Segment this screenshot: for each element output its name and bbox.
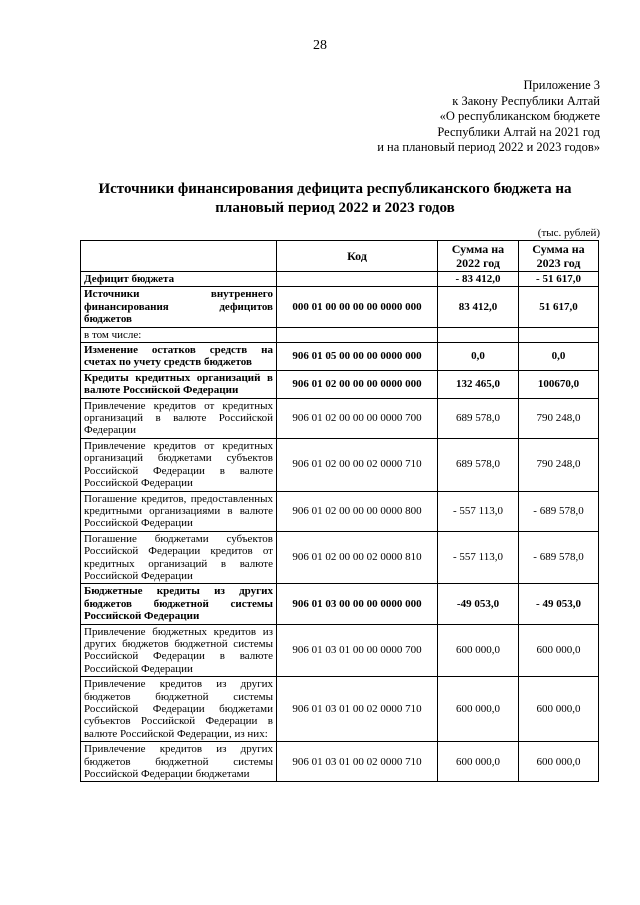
table-row — [81, 398, 599, 438]
appendix-line: Приложение 3 — [523, 78, 600, 92]
row-code-cell: 906 01 05 00 00 00 0000 000 — [277, 343, 438, 371]
appendix-line: к Закону Республики Алтай — [452, 93, 600, 108]
row-name-cell: Дефицит бюджета — [81, 272, 277, 287]
row-value-2022-cell: 132 465,0 — [438, 370, 519, 398]
table-row — [81, 677, 599, 742]
row-code-cell — [277, 327, 438, 342]
row-code-cell: 906 01 03 01 00 02 0000 710 — [277, 742, 438, 782]
row-name-cell: Привлечение бюджетных кредитов из других бюджетов бюджетной системы Российской Федерации в валюте Российской Федерации — [81, 624, 277, 677]
row-value-2023-cell: - 689 578,0 — [519, 531, 599, 584]
table-header-row — [81, 241, 599, 272]
appendix-header — [377, 78, 600, 156]
page-number: 28 — [313, 38, 327, 53]
row-value-2023-cell: 0,0 — [519, 343, 599, 371]
row-name-cell: Привлечение кредитов из других бюджетов бюджетной системы Российской Федерации бюджетами субъектов Российской Федерации в валюте Российской Федерации, из них: — [81, 677, 277, 742]
row-value-2023-cell: - 689 578,0 — [519, 491, 599, 531]
title-line: плановый период 2022 и 2023 годов — [215, 200, 455, 216]
appendix-line: Республики Алтай на 2021 год — [437, 124, 600, 139]
table-row — [81, 742, 599, 782]
table-row — [81, 624, 599, 677]
row-value-2023-cell: - 51 617,0 — [519, 272, 599, 287]
row-value-2022-cell: - 83 412,0 — [438, 272, 519, 287]
row-value-2023-cell: - 49 053,0 — [519, 584, 599, 624]
row-code-cell: 906 01 02 00 00 00 0000 700 — [277, 398, 438, 438]
title-line: Источники финансирования дефицита республиканского бюджета на — [98, 181, 572, 197]
row-value-2023-cell: 600 000,0 — [519, 624, 599, 677]
row-value-2022-cell: 83 412,0 — [438, 287, 519, 327]
row-code-cell: 906 01 02 00 00 02 0000 710 — [277, 438, 438, 491]
header-2022: Сумма на 2022 год — [438, 241, 519, 272]
row-value-2022-cell: -49 053,0 — [438, 584, 519, 624]
row-name-cell: в том числе: — [81, 327, 277, 342]
row-code-cell: 906 01 03 01 00 00 0000 700 — [277, 624, 438, 677]
units-label: (тыс. рублей) — [537, 227, 600, 239]
table-body — [81, 272, 599, 782]
table-row — [81, 272, 599, 287]
row-value-2023-cell: 600 000,0 — [519, 742, 599, 782]
header-code: Код — [277, 241, 438, 272]
table-row — [81, 370, 599, 398]
row-name-cell: Привлечение кредитов от кредитных организаций бюджетами субъектов Российской Федерации в валюте Российской Федерации — [81, 438, 277, 491]
row-value-2022-cell: - 557 113,0 — [438, 491, 519, 531]
document-title — [70, 180, 600, 218]
row-value-2022-cell — [438, 327, 519, 342]
row-value-2023-cell: 100670,0 — [519, 370, 599, 398]
table-row — [81, 327, 599, 342]
row-code-cell: 906 01 02 00 00 02 0000 810 — [277, 531, 438, 584]
row-name-cell: Привлечение кредитов от кредитных организаций в валюте Российской Федерации — [81, 398, 277, 438]
table-row — [81, 287, 599, 327]
row-code-cell: 906 01 02 00 00 00 0000 800 — [277, 491, 438, 531]
table-row — [81, 491, 599, 531]
row-value-2023-cell — [519, 327, 599, 342]
row-name-cell: Бюджетные кредиты из других бюджетов бюджетной системы Российской Федерации — [81, 584, 277, 624]
row-name-cell: Привлечение кредитов из других бюджетов бюджетной системы Российской Федерации бюджетами — [81, 742, 277, 782]
row-code-cell: 906 01 03 01 00 02 0000 710 — [277, 677, 438, 742]
financing-table — [80, 240, 599, 782]
row-code-cell: 906 01 02 00 00 00 0000 000 — [277, 370, 438, 398]
row-value-2022-cell: 600 000,0 — [438, 624, 519, 677]
row-code-cell — [277, 272, 438, 287]
table-row — [81, 438, 599, 491]
row-value-2023-cell: 600 000,0 — [519, 677, 599, 742]
row-name-cell: Изменение остатков средств на счетах по учету средств бюджетов — [81, 343, 277, 371]
header-name — [81, 241, 277, 272]
table-row — [81, 584, 599, 624]
row-value-2022-cell: 600 000,0 — [438, 677, 519, 742]
row-name-cell: Источники внутреннего финансирования дефицитов бюджетов — [81, 287, 277, 327]
row-name-cell: Погашение бюджетами субъектов Российской Федерации кредитов от кредитных организаций в валюте Российской Федерации — [81, 531, 277, 584]
table-row — [81, 531, 599, 584]
row-value-2022-cell: 689 578,0 — [438, 438, 519, 491]
row-name-cell: Погашение кредитов, предоставленных кредитными организациями в валюте Российской Федерации — [81, 491, 277, 531]
row-value-2022-cell: 689 578,0 — [438, 398, 519, 438]
table-row — [81, 343, 599, 371]
row-code-cell: 906 01 03 00 00 00 0000 000 — [277, 584, 438, 624]
header-2023: Сумма на 2023 год — [519, 241, 599, 272]
row-value-2022-cell: 600 000,0 — [438, 742, 519, 782]
appendix-line: и на плановый период 2022 и 2023 годов» — [377, 140, 600, 154]
row-code-cell: 000 01 00 00 00 00 0000 000 — [277, 287, 438, 327]
row-name-cell: Кредиты кредитных организаций в валюте Российской Федерации — [81, 370, 277, 398]
row-value-2023-cell: 51 617,0 — [519, 287, 599, 327]
appendix-line: «О республиканском бюджете — [439, 109, 600, 123]
row-value-2023-cell: 790 248,0 — [519, 398, 599, 438]
row-value-2022-cell: - 557 113,0 — [438, 531, 519, 584]
row-value-2022-cell: 0,0 — [438, 343, 519, 371]
row-value-2023-cell: 790 248,0 — [519, 438, 599, 491]
